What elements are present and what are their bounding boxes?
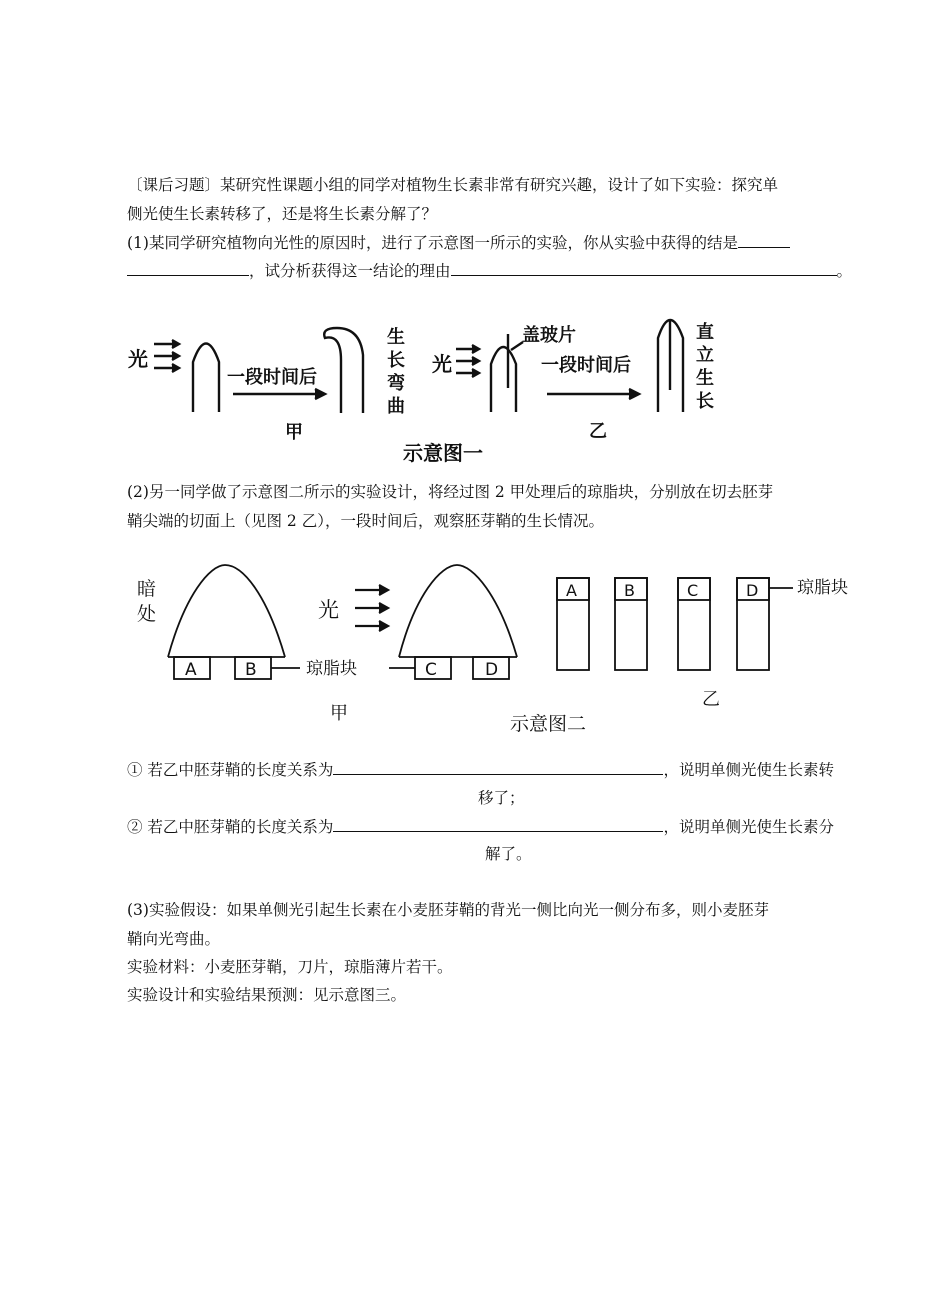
agar-label-yi: 琼脂块 [797,578,848,598]
q3-line-1: (3)实验假设：如果单侧光引起生长素在小麦胚芽鞘的背光一侧比向光一侧分布多，则小麦胚芽 [127,901,769,919]
answer-blank-q1-c[interactable] [451,260,837,276]
bend-char-4: 曲 [387,396,405,417]
figure-2 [125,560,885,745]
q2-line-2: 鞘尖端的切面上（见图 2 乙），一段时间后，观察胚芽鞘的生长情况。 [127,512,604,530]
sub2-line [127,816,834,837]
fig2-caption: 示意图二 [510,713,587,735]
answer-blank-sub1[interactable] [333,759,663,775]
light-arrows-icon [355,585,388,631]
q2-line-1: (2)另一同学做了示意图二所示的实验设计，将经过图 2 甲处理后的琼脂块，分别放在切去胚芽 [127,483,774,501]
block-label-b: B [245,660,257,680]
q1-line-1 [127,232,790,253]
q1-reason-text: ，试分析获得这一结论的理由 [249,262,451,280]
coleoptile-lit [399,565,517,657]
fig1-caption: 示意图一 [403,441,483,465]
block-label-c: C [425,660,437,680]
intro-line-2: 侧光使生长素转移了，还是将生长素分解了？ [127,205,438,223]
bend-char-3: 弯 [387,373,405,394]
cover-slip-label: 盖玻片 [522,325,576,346]
dark-char-1: 暗 [137,578,157,600]
q1-end: 。 [836,262,853,280]
yi-block-label-b: B [624,581,635,600]
q1-line-2 [127,260,852,281]
arrow-label-jia: 一段时间后 [227,367,317,388]
q3-design: 实验设计和实验结果预测：见示意图三。 [127,986,407,1004]
coleoptile-yi-before [491,347,516,412]
fig2-label-yi: 乙 [702,689,720,710]
sub1-cont: 移了； [478,789,525,807]
light-label-yi: 光 [432,352,452,376]
sub1-suffix: ，说明单侧光使生长素转 [663,761,834,779]
block-label-a: A [185,660,197,680]
light-arrows-icon [154,340,179,372]
sub1-prefix: ① 若乙中胚芽鞘的长度关系为 [127,761,334,779]
yi-block-label-d: D [746,581,759,600]
sub2-prefix: ② 若乙中胚芽鞘的长度关系为 [127,818,334,836]
bend-char-2: 长 [387,350,405,371]
coleoptile-jia-bent [324,328,363,413]
bend-char-1: 生 [387,327,405,348]
answer-blank-sub2[interactable] [333,816,663,832]
sub2-cont: 解了。 [485,845,532,863]
yi-block-label-c: C [687,581,699,600]
q3-materials: 实验材料：小麦胚芽鞘，刀片，琼脂薄片若干。 [127,958,453,976]
dark-char-2: 处 [137,603,157,625]
fig2-label-jia: 甲 [330,703,348,724]
light-label-jia: 光 [128,347,148,371]
coleoptile-jia-before [193,344,219,413]
fig1-label-yi: 乙 [589,421,607,442]
straight-char-1: 直 [696,322,714,343]
block-label-d: D [485,660,499,680]
straight-char-2: 立 [696,345,714,366]
fig2-light-label: 光 [318,598,339,622]
answer-blank-q1-a[interactable] [738,232,790,248]
answer-blank-q1-b[interactable] [127,260,249,276]
sub1-line [127,759,834,780]
q1-text: (1)某同学研究植物向光性的原因时，进行了示意图一所示的实验，你从实验中获得的结是 [127,234,738,252]
figure-1 [125,300,745,472]
straight-char-3: 生 [696,368,714,389]
intro-line-1: 〔课后习题〕某研究性课题小组的同学对植物生长素非常有研究兴趣，设计了如下实验：探究单 [127,176,779,194]
arrow-label-yi: 一段时间后 [541,355,631,376]
sub2-suffix: ，说明单侧光使生长素分 [663,818,834,836]
q3-line-2: 鞘向光弯曲。 [127,930,221,948]
agar-label-jia: 琼脂块 [306,659,357,679]
fig1-label-jia: 甲 [285,422,303,443]
yi-block-label-a: A [566,581,577,600]
straight-char-4: 长 [696,391,714,412]
coleoptile-dark [168,565,285,657]
